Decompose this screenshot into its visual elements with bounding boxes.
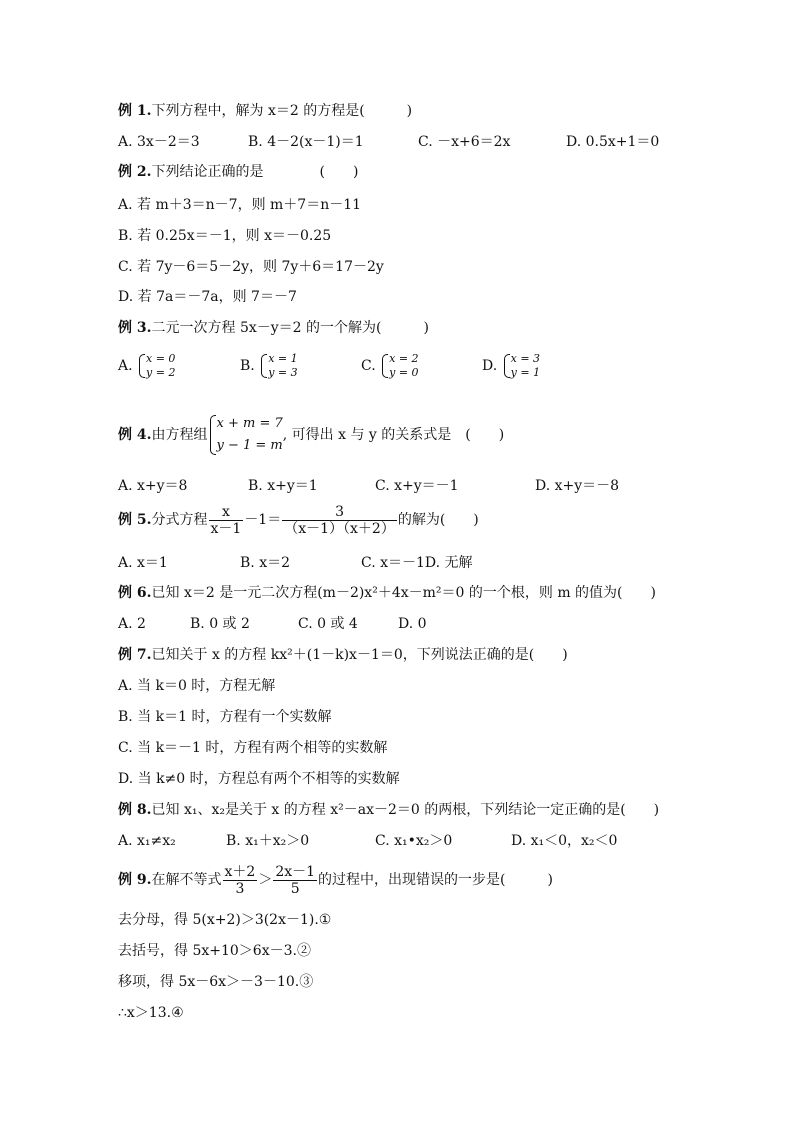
equation-system — [208, 413, 283, 457]
question-9 — [118, 860, 553, 900]
question-8 — [118, 800, 659, 820]
option-d: D. 若 7a＝－7a，则 7＝－7 — [118, 289, 297, 305]
question-text: 已知 x＝2 是一元二次方程(m－2)x²＋4x－m²＝0 的一个根，则 m 的值为( ) — [151, 585, 656, 601]
option-label: D. — [482, 358, 498, 374]
equation: y − 1 = m — [216, 438, 283, 453]
option-a: A. 若 m＋3＝n－7，则 m＋7＝n－11 — [118, 197, 362, 213]
option-a: A. 3x－2＝3 — [118, 134, 200, 150]
question-number: 例 9. — [118, 872, 152, 888]
option-d: D. 0.5x+1＝0 — [566, 134, 660, 150]
option-a: A. x＝1 — [118, 555, 168, 571]
option-a: A. 当 k＝0 时，方程无解 — [118, 678, 276, 694]
question-number: 例 3. — [118, 320, 152, 336]
question-text: 的过程中，出现错误的一步是( ) — [318, 872, 553, 888]
option-a — [118, 352, 175, 380]
numerator: x＋2 — [224, 863, 256, 880]
equation: y = 2 — [146, 366, 176, 379]
equation: y = 1 — [510, 366, 541, 379]
question-text: 由方程组 — [151, 427, 208, 443]
question-text: 已知关于 x 的方程 kx²＋(1－k)x－1＝0，下列说法正确的是( ) — [151, 647, 568, 663]
option-d: D. 当 k≠0 时，方程总有两个不相等的实数解 — [118, 771, 400, 787]
option-c: C. 当 k＝－1 时，方程有两个相等的实数解 — [118, 740, 388, 756]
question-5 — [118, 500, 479, 540]
option-c: C. x＝－1D. 无解 — [361, 555, 473, 571]
option-d — [482, 352, 540, 380]
option-d: D. x+y＝－8 — [535, 478, 620, 494]
option-b: B. 0 或 2 — [190, 616, 250, 632]
question-text: ＞ — [258, 872, 273, 888]
equation: x + m = 7 — [216, 416, 283, 431]
question-text: 下列方程中，解为 x＝2 的方程是( ) — [151, 103, 413, 119]
question-2 — [118, 162, 358, 182]
equation: x = 1 — [268, 352, 298, 365]
equation-system — [380, 352, 418, 380]
question-3 — [118, 318, 429, 338]
option-a: A. x₁≠x₂ — [118, 833, 176, 849]
option-b — [240, 352, 298, 380]
fraction — [223, 864, 258, 897]
option-d: D. 0 — [398, 616, 427, 632]
option-d: D. x₁＜0，x₂＜0 — [511, 833, 618, 849]
option-c: C. 0 或 4 — [298, 616, 358, 632]
question-number: 例 7. — [118, 647, 152, 663]
question-text: 的解为( ) — [397, 512, 479, 528]
question-number: 例 5. — [118, 512, 152, 528]
solution-step-2: 去括号，得 5x+10＞6x－3.② — [118, 943, 311, 959]
option-b: B. x＝2 — [240, 555, 290, 571]
question-4 — [118, 410, 504, 460]
equation: x = 3 — [510, 352, 541, 365]
equation-system — [137, 352, 175, 380]
fraction — [209, 504, 244, 537]
numerator: 2x－1 — [275, 863, 316, 880]
option-label: A. — [118, 358, 133, 374]
option-a: A. 2 — [118, 616, 146, 632]
option-c: C. x₁•x₂＞0 — [375, 833, 453, 849]
fraction — [282, 504, 397, 537]
denominator: （x－1）（x＋2） — [284, 520, 395, 537]
question-number: 例 2. — [118, 164, 152, 180]
question-text: －1＝ — [244, 512, 282, 528]
question-6 — [118, 583, 656, 603]
question-number: 例 6. — [118, 585, 152, 601]
question-text: 二元一次方程 5x－y＝2 的一个解为( ) — [151, 320, 429, 336]
option-c — [361, 352, 419, 380]
solution-step-1: 去分母，得 5(x+2)＞3(2x－1).① — [118, 912, 332, 928]
question-text: 已知 x₁、x₂是关于 x 的方程 x²－ax－2＝0 的两根，下列结论一定正确的是( ) — [151, 802, 660, 818]
solution-step-3: 移项，得 5x－6x＞－3－10.③ — [118, 974, 314, 990]
option-label: B. — [240, 358, 255, 374]
question-number: 例 4. — [118, 427, 152, 443]
option-c: C. 若 7y－6＝5－2y，则 7y＋6＝17－2y — [118, 259, 384, 275]
option-b: B. 4－2(x－1)＝1 — [248, 134, 364, 150]
option-a: A. x+y＝8 — [118, 478, 188, 494]
option-c: C. x+y＝－1 — [375, 478, 459, 494]
question-number: 例 8. — [118, 802, 152, 818]
equation-system — [259, 352, 297, 380]
equation-system — [502, 352, 540, 380]
fraction — [273, 864, 317, 897]
option-b: B. x₁＋x₂＞0 — [226, 833, 310, 849]
option-b: B. x+y＝1 — [248, 478, 318, 494]
question-number: 例 1. — [118, 103, 152, 119]
equation: y = 3 — [268, 366, 298, 379]
denominator: 3 — [235, 880, 245, 897]
question-text: 分式方程 — [151, 512, 208, 528]
denominator: x－1 — [210, 520, 242, 537]
equation: x = 2 — [389, 352, 419, 365]
question-7 — [118, 645, 568, 665]
question-text: 在解不等式 — [151, 872, 222, 888]
question-text: 下列结论正确的是 ( ) — [151, 164, 359, 180]
question-text: , 可得出 x 与 y 的关系式是 ( ) — [282, 427, 505, 443]
equation: y = 0 — [389, 366, 419, 379]
question-1 — [118, 101, 412, 121]
numerator: 3 — [282, 504, 397, 521]
numerator: x — [209, 504, 244, 521]
equation: x = 0 — [146, 352, 176, 365]
option-b: B. 当 k＝1 时，方程有一个实数解 — [118, 709, 332, 725]
option-b: B. 若 0.25x＝－1，则 x＝－0.25 — [118, 228, 332, 244]
option-label: C. — [361, 358, 376, 374]
option-c: C. －x+6＝2x — [418, 134, 511, 150]
solution-step-4: ∴x＞13.④ — [118, 1005, 184, 1021]
denominator: 5 — [290, 880, 300, 897]
